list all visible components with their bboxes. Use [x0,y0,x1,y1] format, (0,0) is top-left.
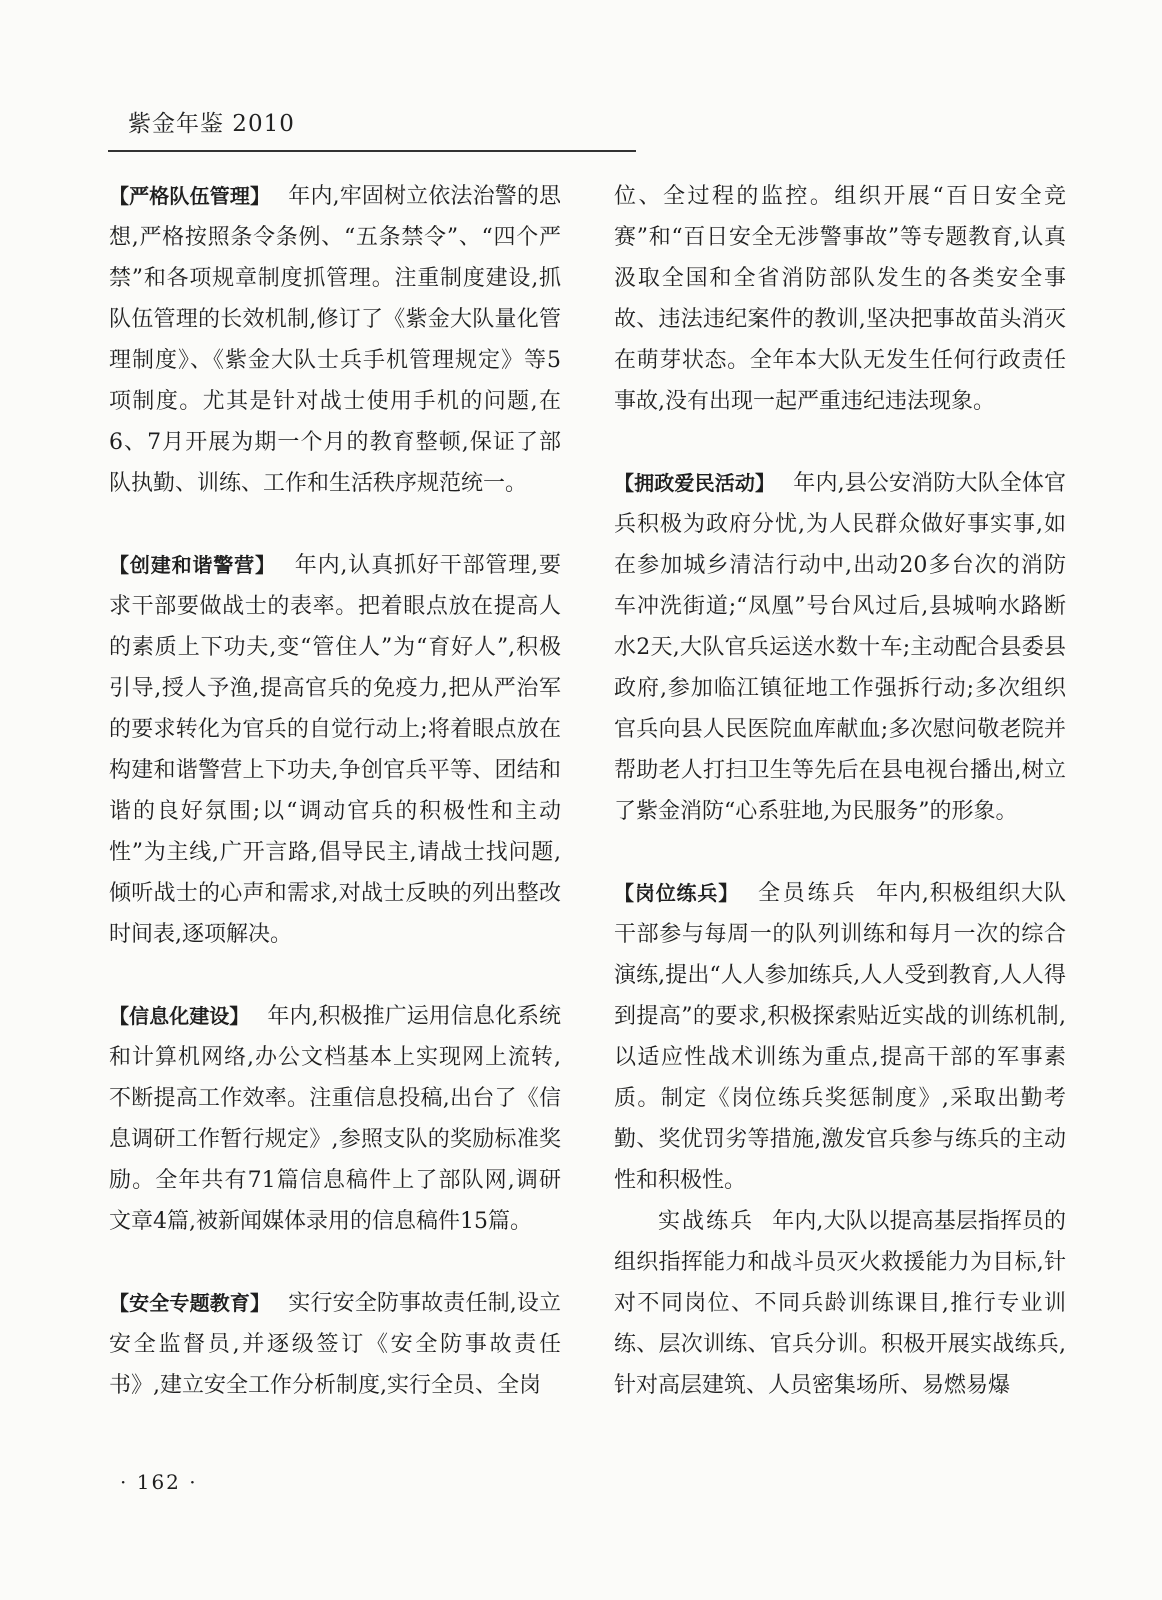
section-combat-training [614,1201,1066,1406]
header-rule [108,150,636,152]
section-text: 实行安全防事故责任制,设立安全监督员,并逐级签订《安全防事故责任书》,建立安全工作分析制度,实行全员、全岗 [109,1291,562,1398]
section-heading: 【岗位练兵】 [614,881,740,905]
subsection-heading: 实战练兵 [658,1209,755,1234]
section-safety-education-continued [614,176,1066,422]
section-informatization [109,996,561,1242]
section-harmonious-camp [109,545,561,955]
page-number: · 162 · [120,1470,198,1494]
section-strict-management [109,176,561,504]
section-heading: 【严格队伍管理】 [109,184,271,208]
subsection-heading: 全员练兵 [757,881,858,906]
section-text: 年内,牢固树立依法治警的思想,严格按照条令条例、“五条禁令”、“四个严禁”和各项规章制度抓管理。注重制度建设,抓队伍管理的长效机制,修订了《紫金大队量化管理制度》、《紫金大队士兵手机管理规定》等5项制度。尤其是针对战士使用手机的问题,在6、7月开展为期一个月的教育整顿,保证了部队执勤、训练、工作和生活秩序规范统一。 [109,184,562,496]
section-safety-education [109,1283,561,1406]
section-post-training [614,873,1066,1201]
section-support-government [614,463,1066,832]
section-text: 年内,大队以提高基层指挥员的组织指挥能力和战斗员灭火救援能力为目标,针对不同岗位、不同兵龄训练课目,推行专业训练、层次训练、官兵分训。积极开展实战练兵,针对高层建筑、人员密集场所、易燃易爆 [614,1209,1066,1398]
left-column [109,176,561,1406]
section-text: 位、全过程的监控。组织开展“百日安全竞赛”和“百日安全无涉警事故”等专题教育,认真汲取全国和全省消防部队发生的各类安全事故、违法违纪案件的教训,坚决把事故苗头消灭在萌芽状态。全年本大队无发生任何行政责任事故,没有出现一起严重违纪违法现象。 [614,184,1066,414]
section-text: 年内,县公安消防大队全体官兵积极为政府分忧,为人民群众做好事实事,如在参加城乡清洁行动中,出动20多台次的消防车冲洗街道;“凤凰”号台风过后,县城响水路断水2天,大队官兵运送水数十车;主动配合县委县政府,参加临江镇征地工作强拆行动;多次组织官兵向县人民医院血库献血;多次慰问敬老院并帮助老人打扫卫生等先后在县电视台播出,树立了紫金消防“心系驻地,为民服务”的形象。 [614,471,1067,824]
right-column [614,176,1066,1406]
section-heading: 【拥政爱民活动】 [614,471,776,495]
section-text: 年内,认真抓好干部管理,要求干部要做战士的表率。把着眼点放在提高人的素质上下功夫,变“管住人”为“育好人”,积极引导,授人予渔,提高官兵的免疫力,把从严治军的要求转化为官兵的自觉行动上;将着眼点放在构建和谐警营上下功夫,争创官兵平等、团结和谐的良好氛围;以“调动官兵的积极性和主动性”为主线,广开言路,倡导民主,请战士找问题,倾听战士的心声和需求,对战士反映的列出整改时间表,逐项解决。 [109,553,561,947]
section-text: 年内,积极组织大队干部参与每周一的队列训练和每月一次的综合演练,提出“人人参加练兵,人人受到教育,人人得到提高”的要求,积极探索贴近实战的训练机制,以适应性战术训练为重点,提高干部的军事素质。制定《岗位练兵奖惩制度》,采取出勤考勤、奖优罚劣等措施,激发官兵参与练兵的主动性和积极性。 [614,881,1066,1193]
section-heading: 【安全专题教育】 [109,1291,271,1315]
section-heading: 【创建和谐警营】 [109,553,276,577]
section-text: 年内,积极推广运用信息化系统和计算机网络,办公文档基本上实现网上流转,不断提高工作效率。注重信息投稿,出台了《信息调研工作暂行规定》,参照支队的奖励标准奖励。全年共有71篇信息稿件上了部队网,调研文章4篇,被新闻媒体录用的信息稿件15篇。 [109,1004,562,1234]
running-header: 紫金年鉴 2010 [128,111,295,137]
section-heading: 【信息化建设】 [109,1004,250,1028]
